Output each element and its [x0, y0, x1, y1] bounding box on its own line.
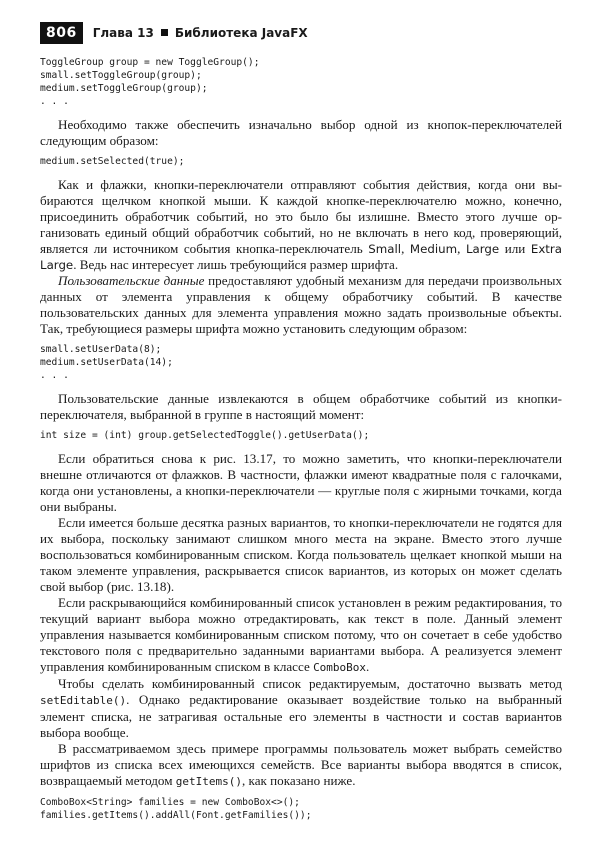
chapter-title: Библиотека JavaFX	[174, 26, 308, 40]
term-extra-large: Extra Large	[40, 242, 563, 272]
text-run: или	[499, 241, 531, 256]
text-run: . Однако редактирование оказывает воздействие только на выбранный элемент списка, не затрагивая остальные его элементы в частности и состав вариантов выбора вообще.	[40, 692, 562, 740]
paragraph-set-editable	[40, 676, 562, 741]
term-user-data: Пользовательские данные	[58, 273, 205, 288]
code-set-user-data: small.setUserData(8); medium.setUserData(14); . . .	[40, 344, 173, 381]
paragraph-combo-editing	[40, 595, 562, 676]
page-body	[40, 56, 562, 822]
paragraph-initial-selection: Необходимо также обеспечить изначально выбор одной из кнопок-переключателей следующим образом:	[40, 117, 562, 148]
paragraph-radio-events	[40, 177, 562, 273]
square-bullet-icon	[161, 29, 168, 36]
running-header	[40, 22, 308, 44]
text-run: В рассматриваемом здесь примере программы пользователь может выбрать семейство шрифтов из списка всех имеющихся семейств. Все варианты выбора вводятся в список, возвращаемый методом	[40, 741, 562, 788]
chapter-header	[93, 26, 308, 40]
text-run: ,	[457, 241, 466, 256]
class-combobox: ComboBox	[313, 661, 367, 674]
code-get-user-data: int size = (int) group.getSelectedToggle().getUserData();	[40, 430, 370, 441]
text-run: , как показано ниже.	[242, 773, 356, 788]
text-run: Чтобы сделать комбинированный список редактируемым, достаточно вызвать метод	[58, 676, 562, 691]
paragraph-font-families	[40, 741, 562, 790]
text-run: предоставляют удобный механизм для передачи произвольных данных от элемента управления к общему обработчику событий. В качестве пользовательских данных для элемента управления можно задать произвольные объекты. Так, требующиеся размеры шрифта можно установить следующим образом:	[40, 273, 562, 336]
paragraph-combo-intro: Если имеется больше десятка разных вариантов, то кнопки-переключатели не годятся для их выбора, поскольку занимают слишком много места на экране. Вместо этого лучше воспользоваться комбинированным списком. Когда пользователь щелкает кнопкой мыши на таком элементе управления, раскрывается список вариантов, из которых он может сделать свой выбор (рис. 13.18).	[40, 515, 562, 594]
text-run: . Ведь нас интересует лишь требующийся размер шрифта.	[73, 257, 399, 272]
paragraph-user-data	[40, 273, 562, 337]
term-medium: Medium	[409, 242, 458, 256]
text-run: Если раскрывающийся комбинированный список установлен в режим редактирования, то текущий вариант выбора можно отредактировать, как текст в поле. Данный элемент управления называется комбинированным списком потому, что он сочетает в себе удобство текстового поля с предварительно заданными вариантами выбора. А реализуется элемент управления комбинированным списком в классе	[40, 595, 562, 674]
page-number: 806	[40, 22, 83, 44]
term-small: Small	[368, 242, 402, 256]
method-get-items: getItems()	[175, 775, 242, 788]
text-run: ,	[401, 241, 410, 256]
text-run: .	[366, 659, 370, 674]
term-large: Large	[465, 242, 500, 256]
method-set-editable: setEditable()	[40, 694, 127, 707]
paragraph-user-data-retrieval: Пользовательские данные извлекаются в общем обработчике событий из кнопки-переключателя, выбранной в группе в настоящий момент:	[40, 391, 562, 422]
code-toggle-group: ToggleGroup group = new ToggleGroup(); small.setToggleGroup(group); medium.setToggleGroup(group); . . .	[40, 57, 260, 107]
code-combobox-families: ComboBox<String> families = new ComboBox<>(); families.getItems().addAll(Font.getFamilies());	[40, 797, 312, 821]
chapter-label: Глава 13	[92, 26, 154, 40]
paragraph-figure-reference: Если обратиться снова к рис. 13.17, то можно заметить, что кнопки-переключатели внешне отличаются от флажков. В частности, флажки имеют квадратные поля с галочками, когда они установлены, а кнопки-переключатели — круглые поля с жирными точками, когда они выбраны.	[40, 451, 562, 514]
text-run: Как и флажки, кнопки-переключатели отправляют события действия, когда они выбираются щелчком кнопкой мыши. К каждой кнопке-переключателю можно, конечно, присоединить обработчик событий, но это было бы излишне. Вместо этого лучше организовать единый общий обработчик событий, но не включать в него код, проверяющий, является ли источником события кнопка-переключатель	[40, 177, 562, 256]
code-set-selected: medium.setSelected(true);	[40, 156, 185, 167]
